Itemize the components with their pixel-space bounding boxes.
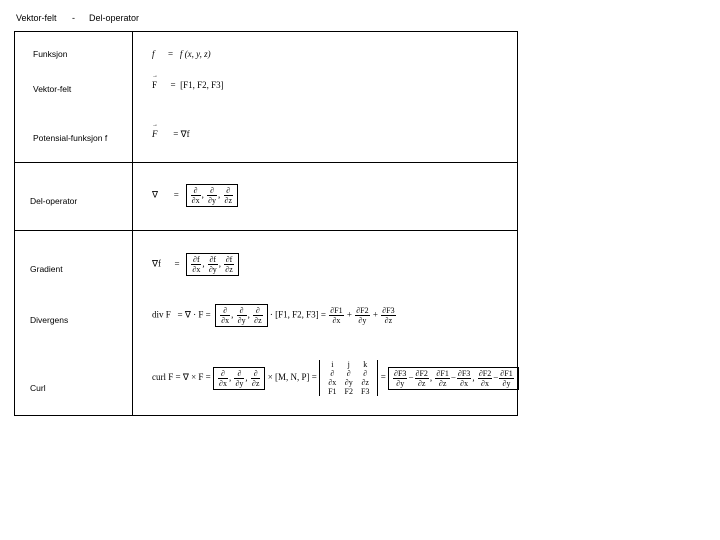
row-divider bbox=[14, 230, 518, 231]
formula-table bbox=[14, 31, 518, 416]
column-divider bbox=[132, 31, 133, 416]
formula-del-operator: ∇ = $\frac{\partial}{\partial x}$ , $\frac{\partial}{\partial y}$ , $\frac{\partial}{\partial z}$ bbox=[152, 184, 238, 207]
label-del-operator: Del-operator bbox=[30, 196, 78, 206]
formula-divergens: div F = ∇ · F = $\frac{\partial}{\partial x}$ , $\frac{\partial}{\partial y}$ , $\frac{\partial}{\partial z}$ · [F1, F2, F3] = $\frac{\partial F1}{\partial x}$ + $\frac{\partial F2}{\partial y}$ + $\frac{\partial F3}{\partial z}$ bbox=[152, 306, 395, 325]
label-divergens: Divergens bbox=[30, 315, 69, 325]
header-separator: - bbox=[72, 13, 75, 23]
header-left: Vektor-felt bbox=[16, 13, 57, 23]
label-curl: Curl bbox=[30, 383, 46, 393]
formula-potensial: → F = ∇f bbox=[152, 129, 190, 140]
label-potensial: Potensial-funksjon f bbox=[33, 133, 108, 143]
formula-vektorfelt: → F = [F1, F2, F3] bbox=[152, 80, 224, 90]
label-gradient: Gradient bbox=[30, 264, 63, 274]
formula-gradient: ∇f = $\frac{\partial f}{\partial x}$ , $\frac{\partial f}{\partial y}$ , $\frac{\partial f}{\partial z}$ bbox=[152, 253, 239, 276]
label-funksjon: Funksjon bbox=[33, 49, 68, 59]
formula-funksjon: f = f (x, y, z) bbox=[152, 49, 211, 59]
formula-curl: curl F = ∇ × F = $\frac{\partial}{\partial x}$ , $\frac{\partial}{\partial y}$ , $\frac{\partial}{\partial z}$ × [M, N, P] = i j k ∂ ∂ ∂ ∂x ∂y ∂z F1 F2 F3 = $\frac{\partial F3}{\partial y}$ − $\frac{\partial F2}{\partial z}$ , $\frac{\partial F1}{\partial z}$ − $\frac{\partial F3}{\partial x}$ , $\frac{\partial F2}{\partial x}$ − $\frac{\partial F1}{\partial y}$ bbox=[152, 360, 519, 396]
header-right: Del-operator bbox=[89, 13, 140, 23]
row-divider bbox=[14, 162, 518, 163]
label-vektorfelt: Vektor-felt bbox=[33, 84, 72, 94]
